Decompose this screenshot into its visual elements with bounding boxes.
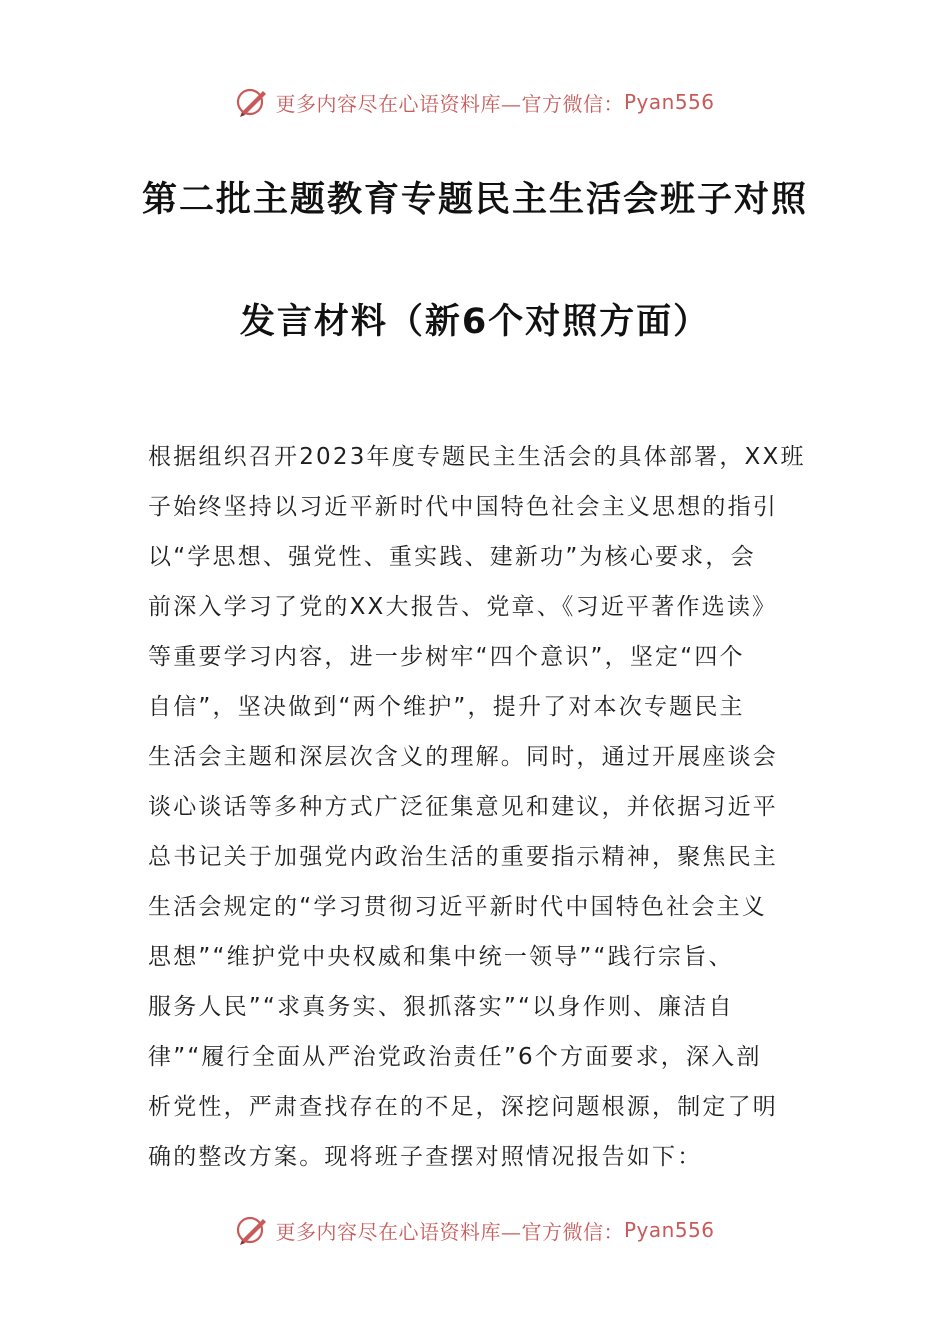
body-line: 等重要学习内容，进一步树牢“四个意识”，坚定“四个 <box>148 644 745 670</box>
header-watermark <box>0 82 950 122</box>
watermark-id: Pyan556 <box>623 1218 715 1242</box>
body-line: 生活会规定的“学习贯彻习近平新时代中国特色社会主义 <box>148 894 767 920</box>
body-line: 思想”“维护党中央权威和集中统一领导”“践行宗旨、 <box>148 944 734 970</box>
body-line: 生活会主题和深层次含义的理解。同时，通过开展座谈会 <box>148 744 778 770</box>
document-title-line1: 第二批主题教育专题民主生活会班子对照 <box>141 180 808 220</box>
watermark-text: 更多内容尽在心语资料库—官方微信： <box>275 1219 624 1244</box>
document-title-line2: 发言材料（新6个对照方面） <box>239 302 711 342</box>
body-line: 确的整改方案。现将班子查摆对照情况报告如下： <box>148 1144 703 1170</box>
pen-logo-icon <box>235 1213 269 1247</box>
watermark-text: 更多内容尽在心语资料库—官方微信： <box>275 91 624 116</box>
body-line: 总书记关于加强党内政治生活的重要指示精神，聚焦民主 <box>148 844 778 870</box>
body-line: 前深入学习了党的XX大报告、党章、《习近平著作选读》 <box>148 594 778 620</box>
body-line: 析党性，严肃查找存在的不足，深挖问题根源，制定了明 <box>148 1094 778 1120</box>
body-line: 根据组织召开2023年度专题民主生活会的具体部署，XX班 <box>148 444 806 470</box>
footer-watermark <box>0 1210 950 1250</box>
pen-logo-icon <box>235 85 269 119</box>
body-paragraph <box>148 432 808 1182</box>
watermark-id: Pyan556 <box>623 90 715 114</box>
body-line: 子始终坚持以习近平新时代中国特色社会主义思想的指引 <box>148 494 778 520</box>
body-line: 以“学思想、强党性、重实践、建新功”为核心要求，会 <box>148 544 756 570</box>
body-line: 谈心谈话等多种方式广泛征集意见和建议，并依据习近平 <box>148 794 778 820</box>
body-line: 律”“履行全面从严治党政治责任”6个方面要求，深入剖 <box>148 1044 762 1070</box>
body-line: 自信”，坚决做到“两个维护”，提升了对本次专题民主 <box>148 694 745 720</box>
body-line: 服务人民”“求真务实、狠抓落实”“以身作则、廉洁自 <box>148 994 734 1020</box>
